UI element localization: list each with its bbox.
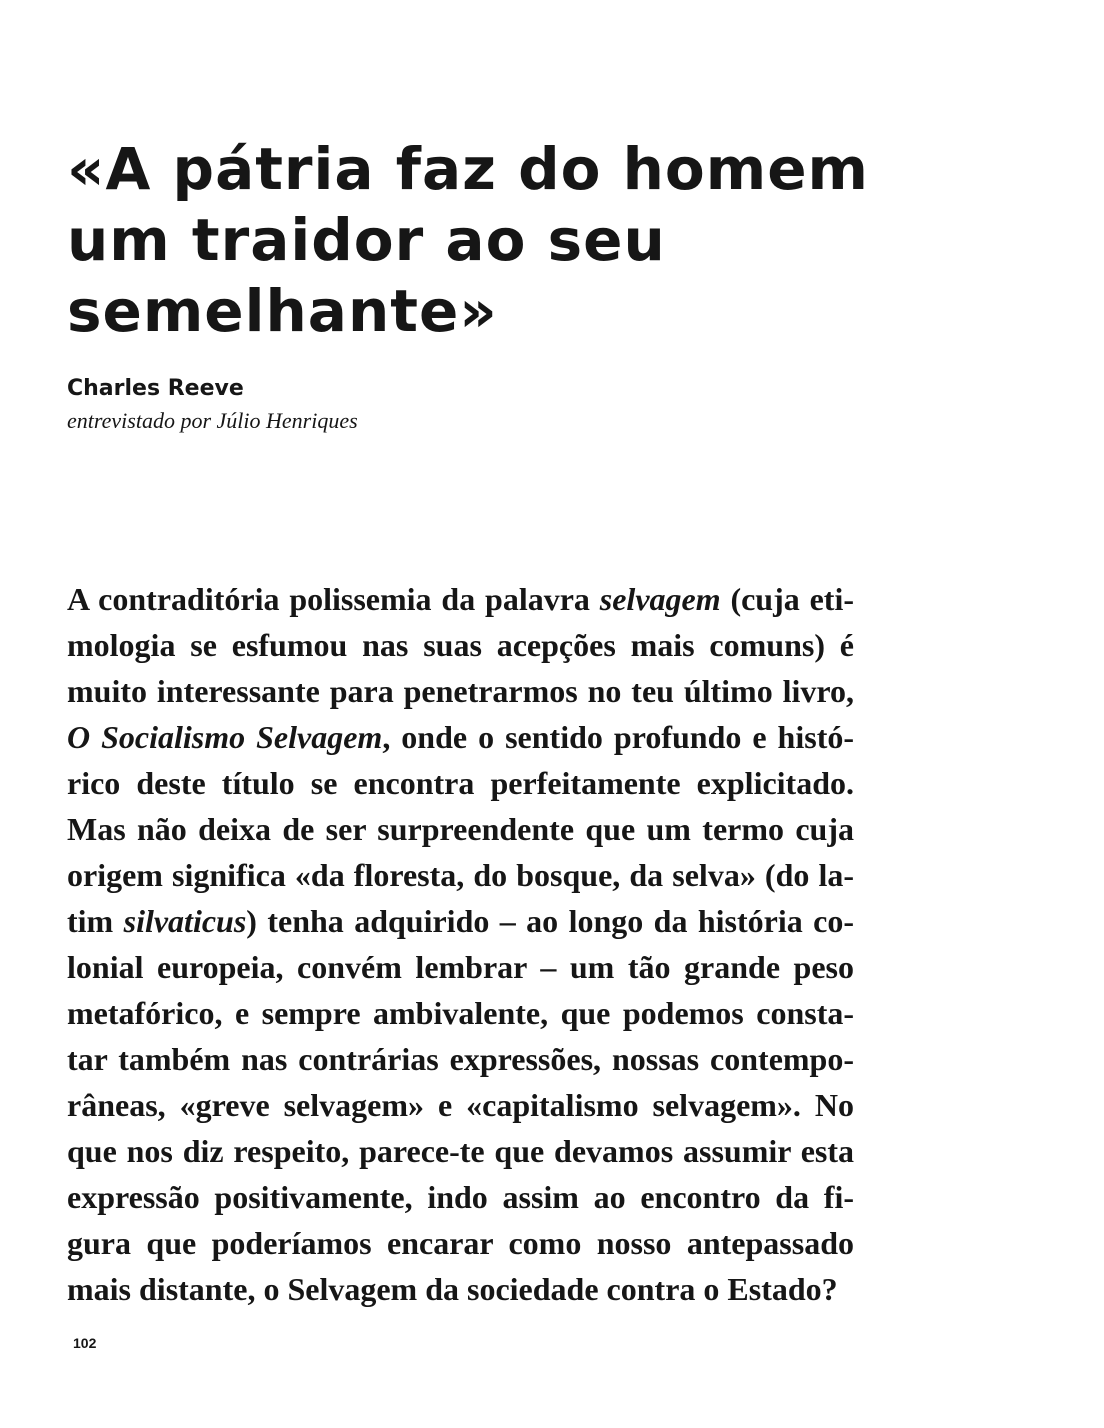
question-line: Mas não deixa de ser surpreendente que um termo cuja [67,811,854,847]
question-line: tar também nas contrárias expressões, nossas contempo- [67,1041,854,1077]
question-line: metafórico, e sempre ambivalente, que podemos consta- [67,995,854,1031]
title-line: semelhante» [67,277,498,345]
question-line: rico deste título se encontra perfeitamente explicitado. [67,765,854,801]
question-line: lonial europeia, convém lembrar – um tão grande peso [67,949,854,985]
question-line: O Socialismo Selvagem, onde o sentido profundo e histó- [67,719,855,755]
page-number: 102 [73,1335,97,1351]
article-title [67,134,967,347]
question-line: que nos diz respeito, parece-te que devamos assumir esta [67,1133,854,1169]
question-line: expressão positivamente, indo assim ao encontro da fi- [67,1179,854,1215]
question-line: A contraditória polissemia da palavra selvagem (cuja eti- [67,581,855,617]
interview-question [67,576,854,1312]
question-line: muito interessante para penetrarmos no teu último livro, [67,673,854,709]
title-line: «A pátria faz do homem [67,135,869,203]
question-line: mologia se esfumou nas suas acepções mais comuns) é [67,627,854,663]
question-line: origem significa «da floresta, do bosque, da selva» (do la- [67,857,854,893]
author-name: Charles Reeve [67,376,244,401]
question-line: gura que poderíamos encarar como nosso antepassado [67,1225,854,1261]
question-line: mais distante, o Selvagem da sociedade contra o Estado? [67,1271,838,1307]
title-line: um traidor ao seu [67,206,666,274]
interviewer-byline: entrevistado por Júlio Henriques [67,408,358,433]
question-line: râneas, «greve selvagem» e «capitalismo selvagem». No [67,1087,854,1123]
question-line: tim silvaticus) tenha adquirido – ao longo da história co- [67,903,855,939]
